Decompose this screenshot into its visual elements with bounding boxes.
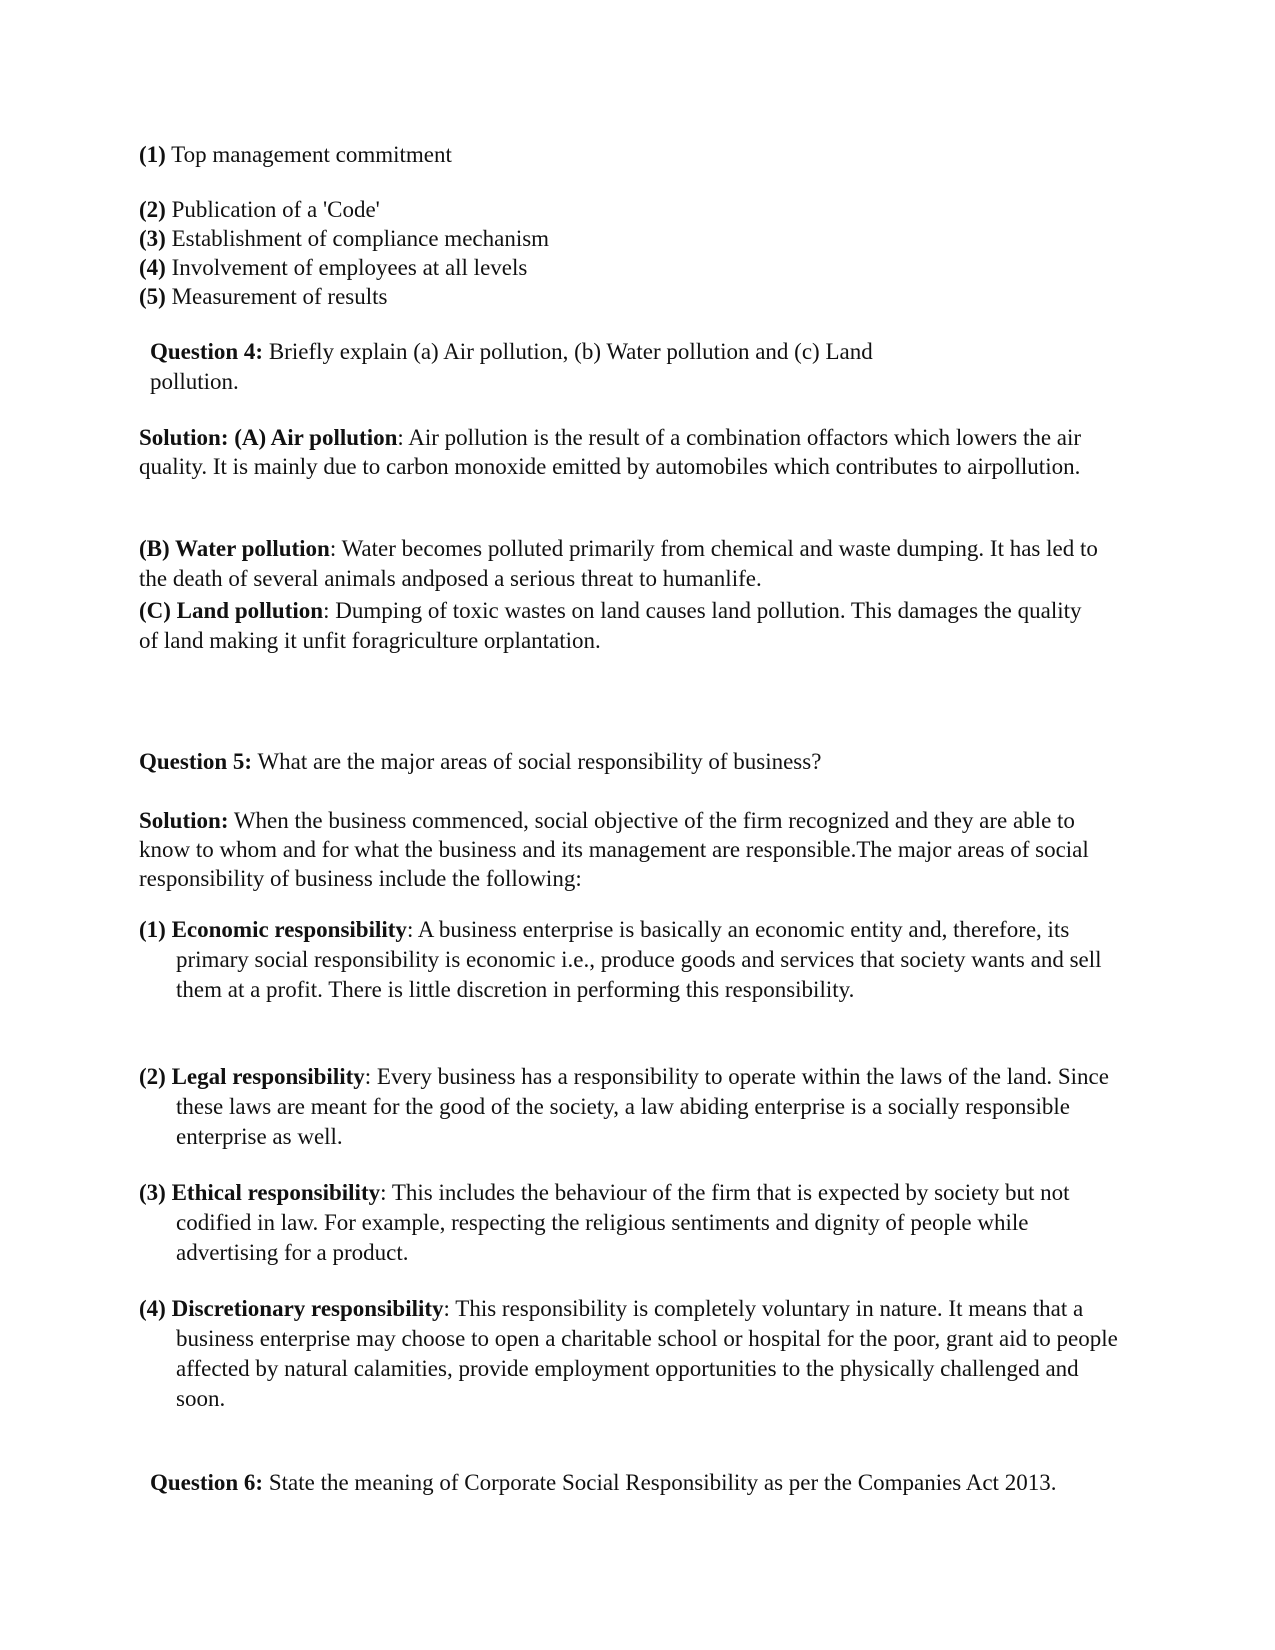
item-term: Discretionary responsibility xyxy=(171,1296,444,1321)
solution-5-intro xyxy=(139,806,1129,893)
solution-4-air xyxy=(139,423,1129,481)
step-1 xyxy=(139,140,1039,170)
step-5 xyxy=(139,282,1039,312)
item-number: (2) xyxy=(139,1064,166,1089)
item-term: Ethical responsibility xyxy=(171,1180,381,1205)
step-2 xyxy=(139,195,1039,225)
question-label: Question 5: xyxy=(139,749,253,774)
solution-4-water xyxy=(139,534,1099,594)
solution-sub-label: (B) Water pollution xyxy=(139,536,330,561)
question-label: Question 6: xyxy=(150,1470,264,1495)
solution-text: : Air pollution is the result of a combination offactors which lowers the air quality. It is mainly due to carbon monoxide emitted by automobiles which contributes to airpollution. xyxy=(139,425,1082,479)
step-4 xyxy=(139,253,1039,283)
step-text: Establishment of compliance mechanism xyxy=(171,226,550,251)
item-text: : A business enterprise is basically an economic entity and, therefore, its primary social responsibility is economic i.e., produce goods and services that society wants and sell them at a profit. There is little discretion in performing this responsibility. xyxy=(176,917,1102,1002)
responsibility-item-1 xyxy=(139,915,1126,1005)
question-5 xyxy=(139,747,1129,777)
item-number: (3) xyxy=(139,1180,166,1205)
item-text: : This responsibility is completely voluntary in nature. It means that a business enterprise may choose to open a charitable school or hospital for the poor, grant aid to people affected by natural calamities, provide employment opportunities to the physically challenged and soon. xyxy=(176,1296,1118,1411)
item-term: Legal responsibility xyxy=(171,1064,365,1089)
solution-text: When the business commenced, social objective of the firm recognized and they are able to know to whom and for what the business and its management are responsible.The major areas of social responsibility of business include the following: xyxy=(139,808,1089,891)
step-number: (4) xyxy=(139,255,166,280)
question-4 xyxy=(150,337,940,397)
item-text: : Every business has a responsibility to operate within the laws of the land. Since these laws are meant for the good of the society, a law abiding enterprise is a socially responsible enterprise as well. xyxy=(176,1064,1109,1149)
item-number: (4) xyxy=(139,1296,166,1321)
responsibility-item-2 xyxy=(139,1062,1126,1152)
question-text: State the meaning of Corporate Social Responsibility as per the Companies Act 2013. xyxy=(268,1470,1057,1495)
question-text: What are the major areas of social responsibility of business? xyxy=(257,749,822,774)
responsibility-item-4 xyxy=(139,1294,1126,1414)
responsibility-item-3 xyxy=(139,1178,1126,1268)
step-text: Publication of a 'Code' xyxy=(171,197,380,222)
solution-text: : Dumping of toxic wastes on land causes land pollution. This damages the quality of land making it unfit foragriculture orplantation. xyxy=(139,598,1082,653)
step-number: (3) xyxy=(139,226,166,251)
solution-label: Solution: (A) Air pollution xyxy=(139,425,398,450)
item-number: (1) xyxy=(139,917,166,942)
question-6 xyxy=(150,1468,1090,1498)
solution-4-land xyxy=(139,596,1099,656)
solution-text: : Water becomes polluted primarily from chemical and waste dumping. It has led to the death of several animals andposed a serious threat to humanlife. xyxy=(139,536,1098,591)
step-text: Top management commitment xyxy=(171,142,452,167)
step-3 xyxy=(139,224,1039,254)
step-text: Measurement of results xyxy=(171,284,388,309)
step-number: (2) xyxy=(139,197,166,222)
step-number: (5) xyxy=(139,284,166,309)
solution-label: Solution: xyxy=(139,808,229,833)
item-term: Economic responsibility xyxy=(171,917,407,942)
step-text: Involvement of employees at all levels xyxy=(171,255,528,280)
question-label: Question 4: xyxy=(150,339,264,364)
solution-sub-label: (C) Land pollution xyxy=(139,598,324,623)
question-text: Briefly explain (a) Air pollution, (b) Water pollution and (c) Land pollution. xyxy=(150,339,873,394)
step-number: (1) xyxy=(139,142,166,167)
item-text: : This includes the behaviour of the firm that is expected by society but not codified in law. For example, respecting the religious sentiments and dignity of people while advertising for a product. xyxy=(176,1180,1070,1265)
